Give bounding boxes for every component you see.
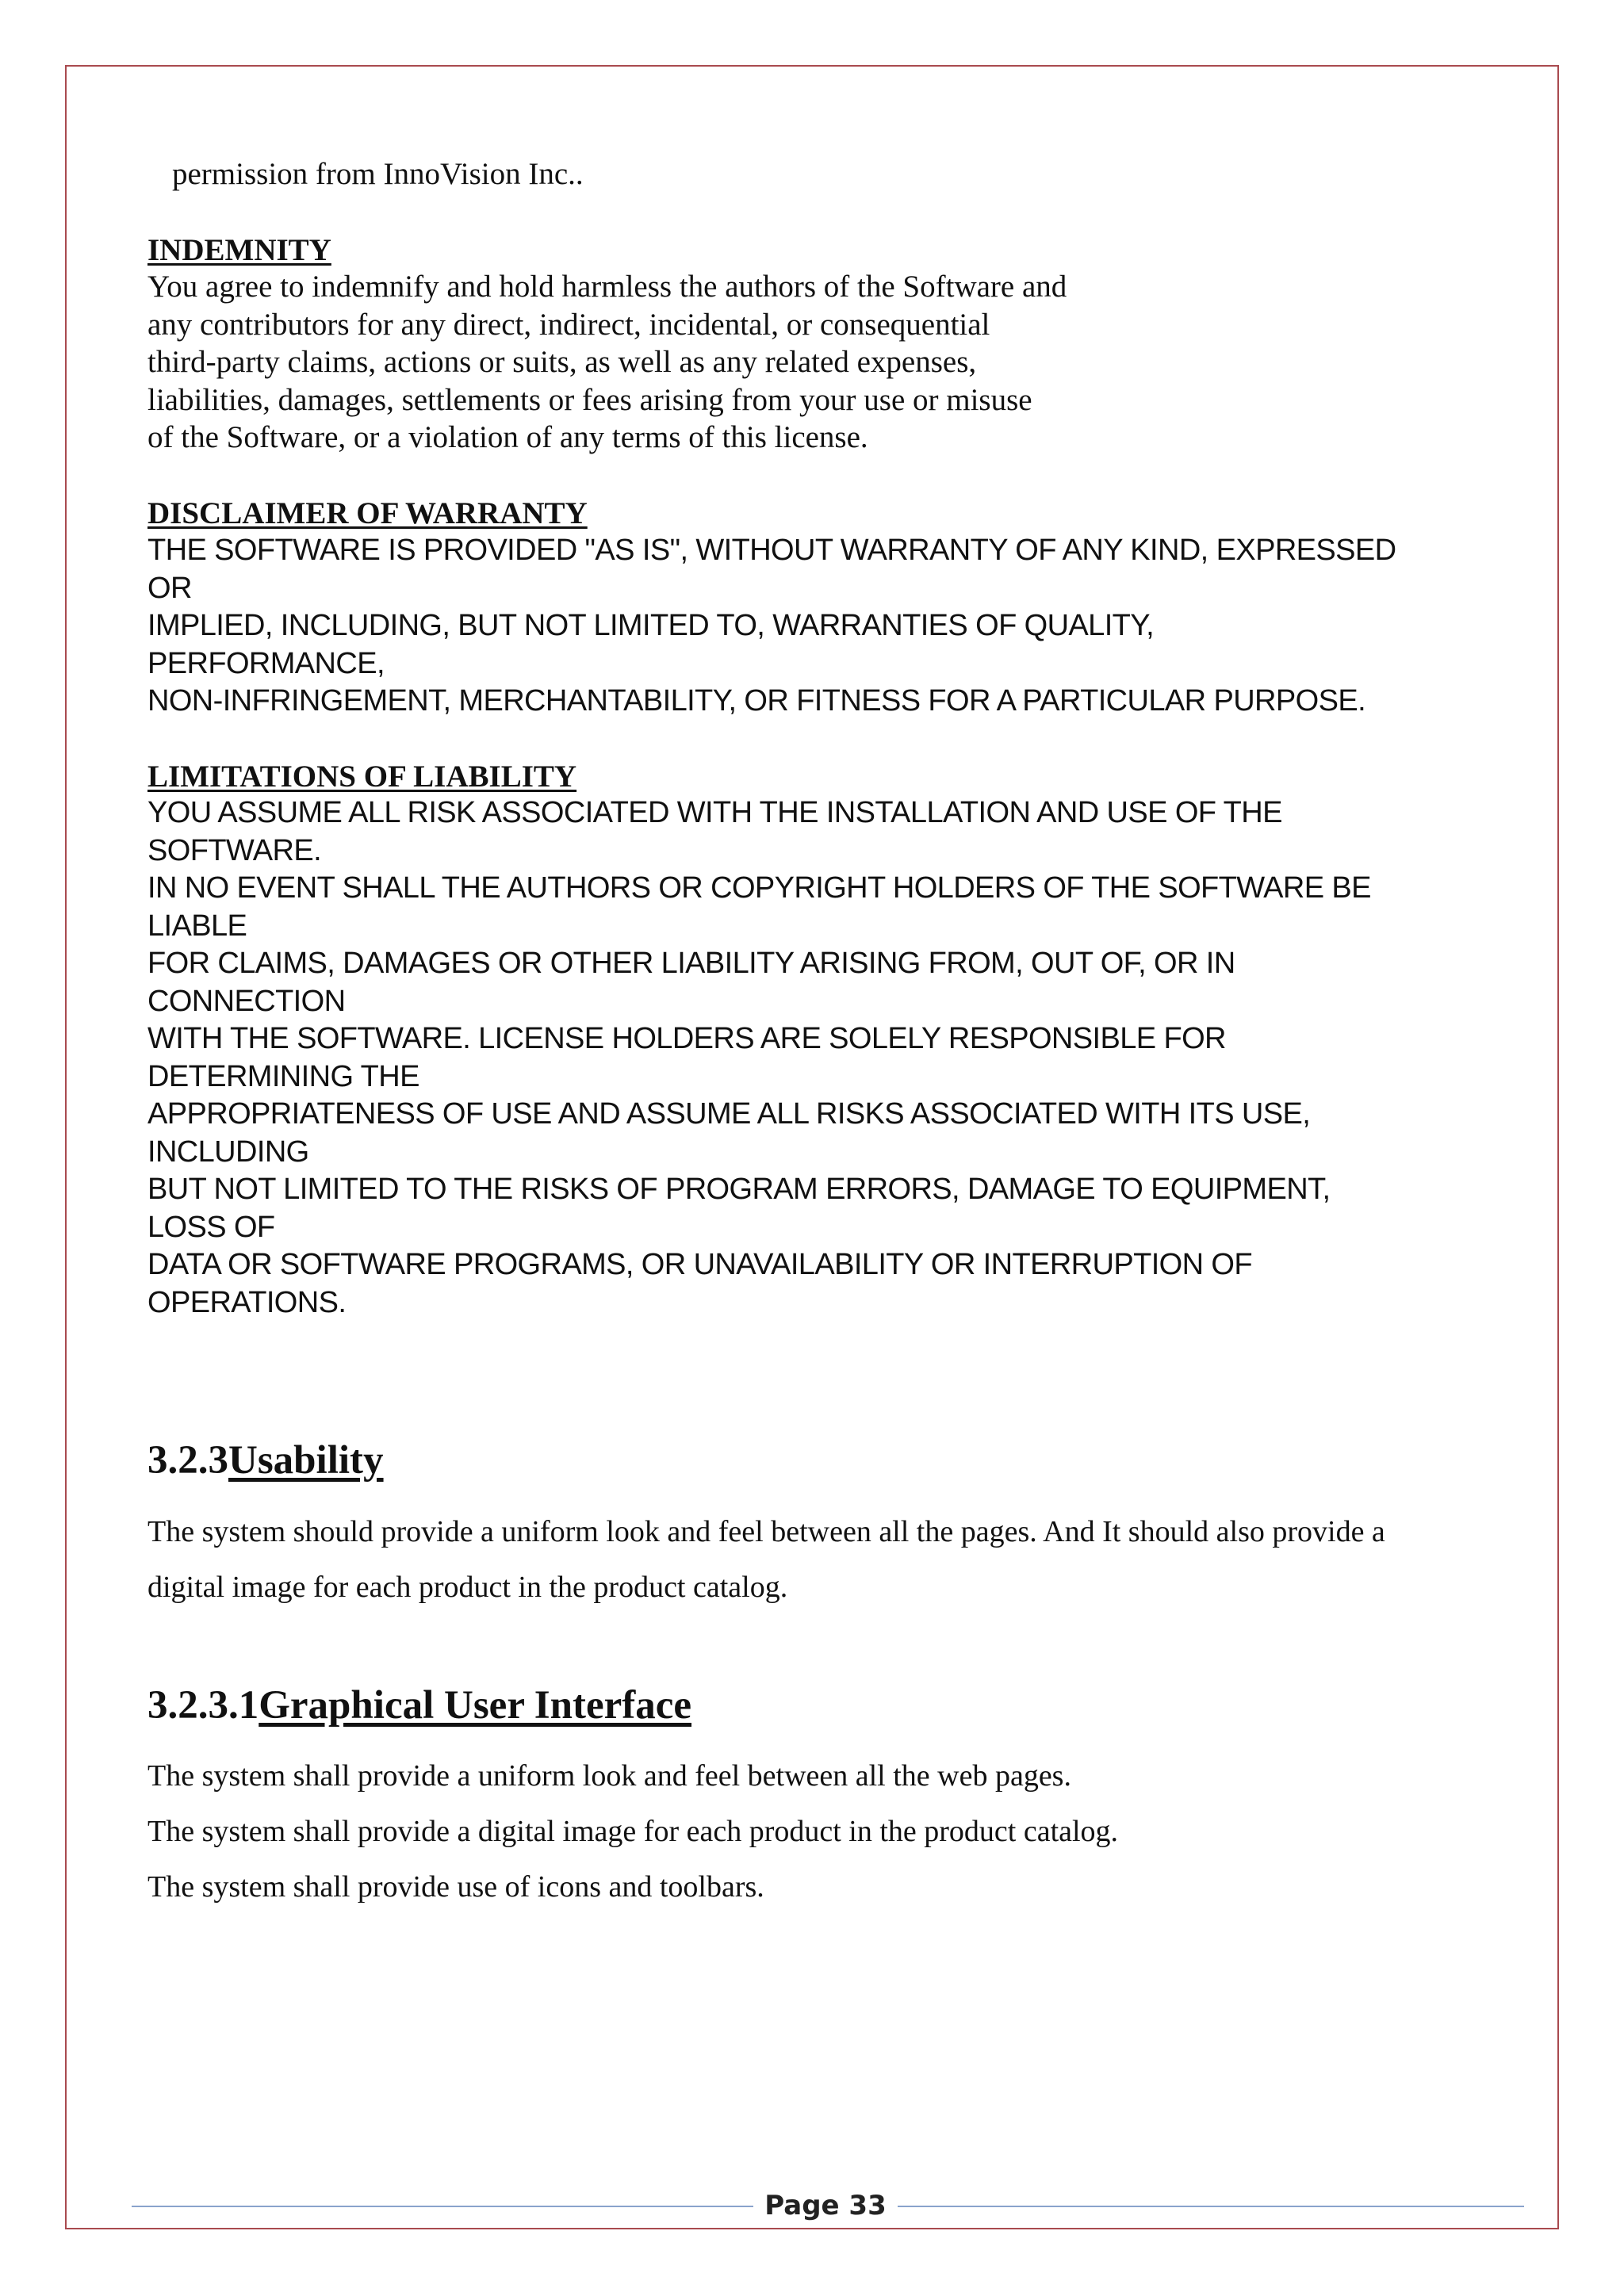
gui-line: The system shall provide a digital image for each product in the product catalog. xyxy=(147,1815,1119,1848)
gui-paragraph xyxy=(147,1748,1118,1915)
disclaimer-line: THE SOFTWARE IS PROVIDED "AS IS", WITHOUT WARRANTY OF ANY KIND, EXPRESSED xyxy=(147,534,1396,567)
limitations-line: APPROPRIATENESS OF USE AND ASSUME ALL RISKS ASSOCIATED WITH ITS USE, xyxy=(147,1097,1311,1131)
limitations-line: BUT NOT LIMITED TO THE RISKS OF PROGRAM ERRORS, DAMAGE TO EQUIPMENT, xyxy=(147,1173,1331,1206)
limitations-heading: LIMITATIONS OF LIABILITY xyxy=(147,760,577,794)
footer-rule-right xyxy=(898,2206,1524,2207)
footer-rule-left xyxy=(132,2206,753,2207)
limitations-line: DATA OR SOFTWARE PROGRAMS, OR UNAVAILABILITY OR INTERRUPTION OF xyxy=(147,1248,1252,1281)
indemnity-heading: INDEMNITY xyxy=(147,233,331,267)
gui-line: The system shall provide use of icons and toolbars. xyxy=(147,1870,764,1904)
disclaimer-line: NON-INFRINGEMENT, MERCHANTABILITY, OR FITNESS FOR A PARTICULAR PURPOSE. xyxy=(147,684,1366,718)
indemnity-line: of the Software, or a violation of any terms of this license. xyxy=(147,420,868,454)
gui-number: 3.2.3.1 xyxy=(147,1683,259,1728)
usability-number: 3.2.3 xyxy=(147,1438,228,1483)
disclaimer-line: PERFORMANCE, xyxy=(147,646,385,680)
indemnity-line: liabilities, damages, settlements or fees arising from your use or misuse xyxy=(147,382,1032,417)
page-number: Page 33 xyxy=(764,2190,887,2221)
disclaimer-heading: DISCLAIMER OF WARRANTY xyxy=(147,496,588,530)
page-footer xyxy=(132,2188,1524,2223)
limitations-line: FOR CLAIMS, DAMAGES OR OTHER LIABILITY ARISING FROM, OUT OF, OR IN xyxy=(147,947,1235,980)
disclaimer-text xyxy=(147,532,1396,721)
limitations-line: LIABLE xyxy=(147,909,247,943)
disclaimer-line: OR xyxy=(147,571,192,605)
usability-line: The system should provide a uniform look and feel between all the pages. And It should also provide a xyxy=(147,1515,1385,1548)
usability-paragraph xyxy=(147,1504,1385,1615)
indemnity-line: You agree to indemnify and hold harmless the authors of the Software and xyxy=(147,270,1067,304)
indemnity-line: third-party claims, actions or suits, as well as any related expenses, xyxy=(147,345,977,379)
indemnity-text xyxy=(147,268,1067,457)
usability-title: Usability xyxy=(228,1438,384,1483)
gui-title: Graphical User Interface xyxy=(259,1683,692,1728)
gui-heading xyxy=(147,1682,691,1729)
limitations-line: IN NO EVENT SHALL THE AUTHORS OR COPYRIGHT HOLDERS OF THE SOFTWARE BE xyxy=(147,871,1371,905)
limitations-text xyxy=(147,794,1371,1322)
usability-heading xyxy=(147,1437,384,1484)
disclaimer-line: IMPLIED, INCLUDING, BUT NOT LIMITED TO, WARRANTIES OF QUALITY, xyxy=(147,609,1155,642)
continuation-text: permission from InnoVision Inc.. xyxy=(172,157,584,191)
limitations-line: YOU ASSUME ALL RISK ASSOCIATED WITH THE INSTALLATION AND USE OF THE xyxy=(147,796,1282,829)
gui-line: The system shall provide a uniform look and feel between all the web pages. xyxy=(147,1759,1071,1793)
limitations-line: INCLUDING xyxy=(147,1135,309,1169)
usability-line: digital image for each product in the product catalog. xyxy=(147,1571,788,1604)
limitations-line: DETERMINING THE xyxy=(147,1059,419,1093)
limitations-line: OPERATIONS. xyxy=(147,1285,347,1319)
limitations-line: CONNECTION xyxy=(147,984,346,1018)
indemnity-line: any contributors for any direct, indirect, incidental, or consequential xyxy=(147,307,990,342)
limitations-line: WITH THE SOFTWARE. LICENSE HOLDERS ARE SOLELY RESPONSIBLE FOR xyxy=(147,1022,1226,1055)
limitations-line: SOFTWARE. xyxy=(147,833,322,867)
limitations-line: LOSS OF xyxy=(147,1210,275,1244)
